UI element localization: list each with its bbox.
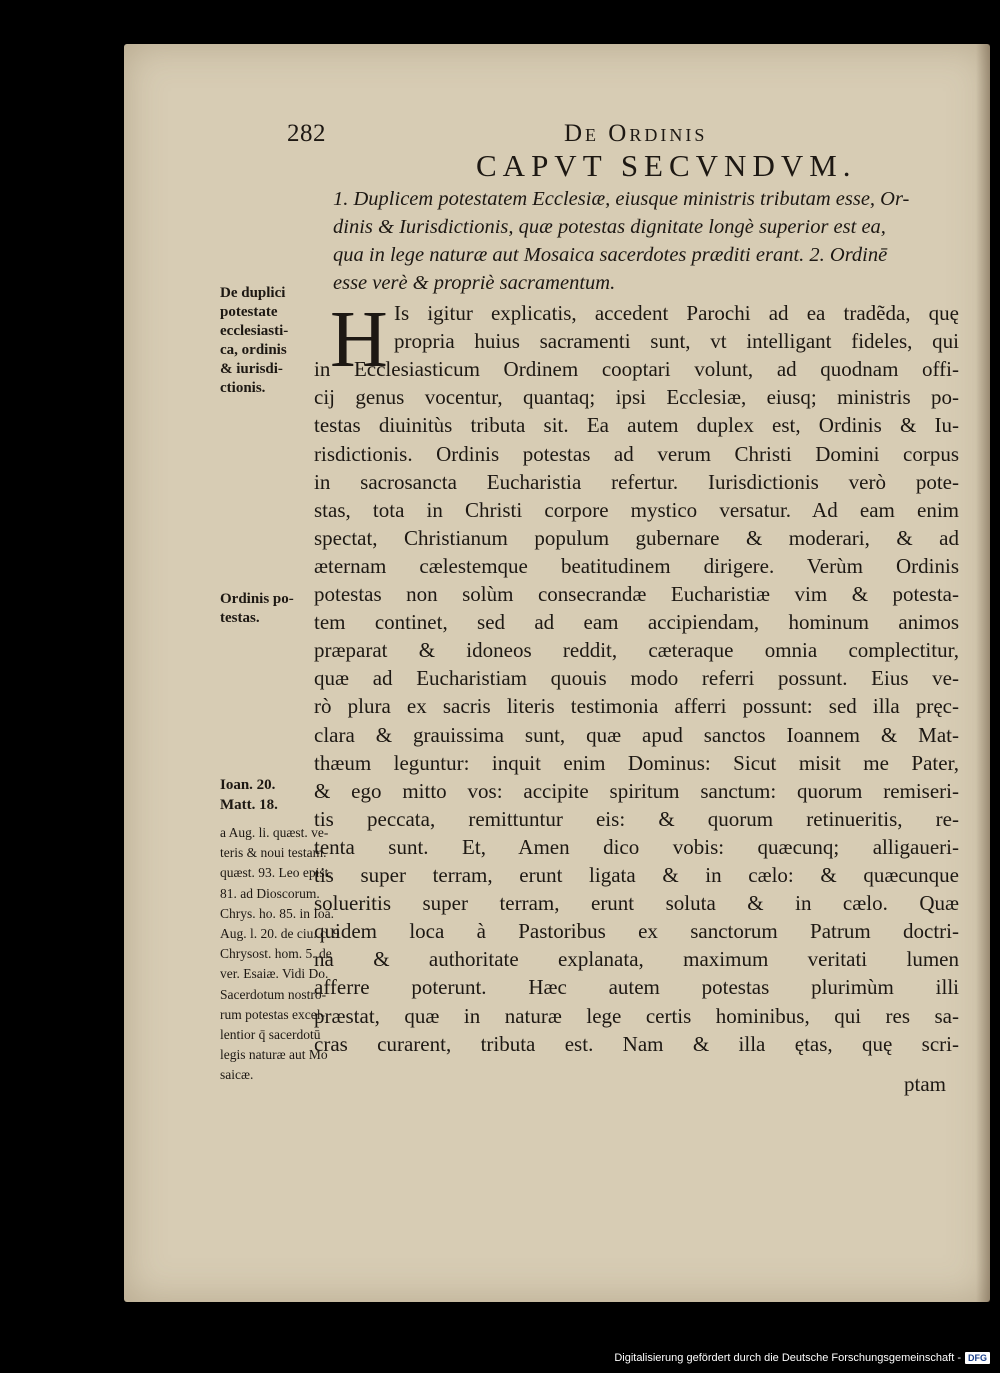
body-line: na & authoritate explanata, maximum veritati lumen <box>314 947 959 971</box>
margin-note-line: a Aug. li. quæst. ve- <box>220 825 329 840</box>
margin-note-line: Ordinis po- <box>220 591 294 607</box>
margin-note-line: ca, ordinis <box>220 342 287 358</box>
running-title: De Ordinis <box>564 120 708 147</box>
body-line: rò plura ex sacris literis testimonia afferri possunt: sed illa pręc- <box>314 694 959 718</box>
dfg-logo-icon: DFG <box>965 1352 990 1364</box>
summary-line: qua in lege naturæ aut Mosaica sacerdotes præditi erant. 2. Ordinē <box>333 244 888 266</box>
margin-note-line: quæst. 93. Leo epist. <box>220 865 332 880</box>
body-line: tis peccata, remittuntur eis: & quorum retinueritis, re- <box>314 807 959 831</box>
footer-credit: Digitalisierung gefördert durch die Deutsche Forschungsgemeinschaft - <box>614 1352 961 1364</box>
margin-note-line: testas. <box>220 610 260 626</box>
body-line: propria huius sacramenti sunt, vt intelligant fideles, qui <box>394 329 959 353</box>
summary-line: esse verè & propriè sacramentum. <box>333 272 616 294</box>
body-line: tem continet, sed ad eam accipiendam, hominum animos <box>314 610 959 634</box>
body-line: æternam cælestemque beatitudinem dirigere. Verùm Ordinis <box>314 554 959 578</box>
body-line: afferre poterunt. Hæc autem potestas plurimùm illi <box>314 975 959 999</box>
body-line: risdictionis. Ordinis potestas ad verum Christi Domini corpus <box>314 442 959 466</box>
margin-note-line: De duplici <box>220 285 286 301</box>
chapter-heading: CAPVT SECVNDVM. <box>476 148 857 183</box>
margin-note-line: Chrys. ho. 85. in Ioā. <box>220 906 334 921</box>
margin-note-line: & iurisdi- <box>220 361 283 377</box>
body-line: solueritis super terram, erunt soluta & in cælo. Quæ <box>314 891 959 915</box>
margin-note-line: Matt. 18. <box>220 797 278 813</box>
body-line: Is igitur explicatis, accedent Parochi ad ea tradẽda, quę <box>394 301 959 325</box>
body-line: testas diuinitùs tributa sit. Ea autem duplex est, Ordinis & Iu- <box>314 413 959 437</box>
body-line: clara & grauissima sunt, quæ apud sanctos Ioannem & Mat- <box>314 723 959 747</box>
body-line: tis super terram, erunt ligata & in cælo: & quæcunque <box>314 863 959 887</box>
body-line: in Ecclesiasticum Ordinem cooptari volunt, ad quodnam offi- <box>314 357 959 381</box>
margin-note-line: Chrysost. hom. 5. de <box>220 946 332 961</box>
body-line: tenta sunt. Et, Amen dico vobis: quæcunq; alligaueri- <box>314 835 959 859</box>
margin-note-line: 81. ad Dioscorum. <box>220 886 320 901</box>
body-line: in sacrosancta Eucharistia refertur. Iurisdictionis verò pote- <box>314 470 959 494</box>
body-line: potestas non solùm consecrandæ Eucharistiæ vim & potesta- <box>314 582 959 606</box>
margin-note-line: potestate <box>220 304 278 320</box>
body-line: stas, tota in Christi corpore mystico versatur. Ad eam enim <box>314 498 959 522</box>
body-line: spectat, Christianum populum gubernare & moderari, & ad <box>314 526 959 550</box>
margin-note-line: Aug. l. 20. de ciu. c. 9 <box>220 926 340 941</box>
drop-cap-initial: H <box>330 296 388 384</box>
margin-note-line: ecclesiasti- <box>220 323 289 339</box>
body-line: thæum leguntur: inquit enim Dominus: Sicut misit me Pater, <box>314 751 959 775</box>
summary-line: 1. Duplicem potestatem Ecclesiæ, eiusque ministris tributam esse, Or- <box>333 188 910 210</box>
margin-note-line: Sacerdotum nostro- <box>220 987 327 1002</box>
margin-note-line: rum potestas excel- <box>220 1007 325 1022</box>
digitization-footer <box>614 1352 990 1364</box>
body-line: præparat & idoneos reddit, cæteraque omnia complectitur, <box>314 638 959 662</box>
margin-note-line: ctionis. <box>220 380 266 396</box>
summary-line: dinis & Iurisdictionis, quæ potestas dignitate longè superior est ea, <box>333 216 886 238</box>
body-line: & ego mitto vos: accipite spiritum sanctum: quorum remiseri- <box>314 779 959 803</box>
page-edge-shadow <box>976 44 990 1302</box>
catchword: ptam <box>904 1072 946 1096</box>
body-line: cras curarent, tributa est. Nam & illa ętas, quę scri- <box>314 1032 959 1056</box>
margin-note-line: lentior q̄ sacerdotū <box>220 1027 321 1042</box>
page-number: 282 <box>287 120 326 147</box>
margin-note-line: ver. Esaiæ. Vidi Do. <box>220 966 329 981</box>
body-line: cij genus vocentur, quantaq; ipsi Ecclesiæ, eiusq; ministris po- <box>314 385 959 409</box>
margin-note-line: teris & noui testam. <box>220 845 327 860</box>
margin-note-line: legis naturæ aut Mo <box>220 1047 328 1062</box>
body-line: quidem loca à Pastoribus ex sanctorum Patrum doctri- <box>314 919 959 943</box>
body-line: præstat, quæ in naturæ lege certis hominibus, qui res sa- <box>314 1004 959 1028</box>
margin-note-line: saicæ. <box>220 1067 254 1082</box>
margin-note-line: Ioan. 20. <box>220 777 276 793</box>
body-line: quæ ad Eucharistiam quouis modo referri possunt. Eius ve- <box>314 666 959 690</box>
